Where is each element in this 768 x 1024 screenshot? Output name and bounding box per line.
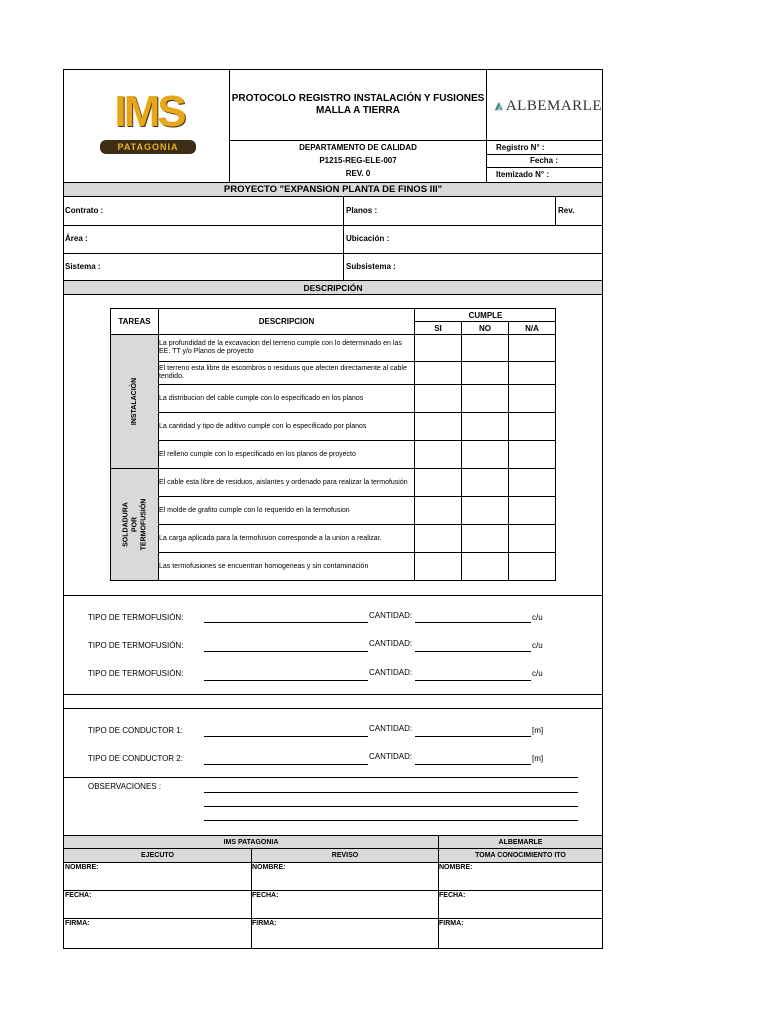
termofusion-cantidad-label-3: CANTIDAD: (369, 668, 413, 677)
ejecuto-nombre[interactable]: NOMBRE: (65, 864, 99, 871)
termofusion-cantidad-label-1: CANTIDAD: (369, 611, 413, 620)
termofusion-cantidad-label-2: CANTIDAD: (369, 639, 413, 648)
cumple-no-cell[interactable] (462, 335, 508, 361)
group-soldadura-label: SOLDADURA POR TERMOFUSIÓN (122, 498, 147, 551)
cumple-na-cell[interactable] (509, 335, 555, 361)
col-toma-conocimiento: TOMA CONOCIMIENTO ITO (475, 852, 566, 859)
conductor-1-input[interactable] (204, 736, 368, 737)
itemizado-field[interactable]: Itemizado N° : (496, 170, 549, 179)
termofusion-cantidad-input-1[interactable] (415, 622, 531, 623)
area-field[interactable]: Área : (65, 234, 88, 243)
task-row: El relleno cumple con lo especificado en los planos de proyecto (159, 451, 356, 458)
project-title: PROYECTO "EXPANSION PLANTA DE FINOS III" (64, 182, 602, 197)
task-row: La distribucion del cable cumple con lo especificado en los planos (159, 395, 364, 402)
termofusion-cantidad-input-3[interactable] (415, 680, 531, 681)
conductor-1-cantidad-input[interactable] (415, 736, 531, 737)
col-cumple: CUMPLE (468, 310, 503, 320)
conductor-2-unit: [m] (532, 754, 544, 763)
document-code: P1215-REG-ELE-007 (319, 155, 397, 165)
observaciones-label: OBSERVACIONES : (88, 782, 162, 791)
observaciones-line-1[interactable] (204, 792, 578, 793)
description-header: DESCRIPCIÓN (64, 281, 602, 295)
ito-firma[interactable]: FIRMA: (439, 920, 464, 927)
registro-field[interactable]: Registro N° : (496, 143, 545, 152)
albemarle-leaf-icon (494, 99, 504, 113)
albemarle-logo: ALBEMARLE (494, 96, 602, 116)
conductor-1-label: TIPO DE CONDUCTOR 1: (88, 726, 183, 735)
revision: REV. 0 (345, 168, 371, 178)
ito-nombre[interactable]: NOMBRE: (439, 864, 473, 871)
task-row: La cantidad y tipo de aditivo cumple con lo especificado por planos (159, 423, 367, 430)
reviso-fecha[interactable]: FECHA: (252, 892, 279, 899)
ejecuto-fecha[interactable]: FECHA: (65, 892, 92, 899)
termofusion-cantidad-input-2[interactable] (415, 651, 531, 652)
task-row: Las termofusiones se encuentran homogeneas y sin contaminación (159, 563, 369, 570)
observaciones-line-3[interactable] (204, 820, 578, 821)
termofusion-input-1[interactable] (204, 622, 368, 623)
form-title: PROTOCOLO REGISTRO INSTALACIÓN Y FUSIONES MALLA A TIERRA (231, 93, 485, 116)
ejecuto-firma[interactable]: FIRMA: (65, 920, 90, 927)
company-albemarle: ALBEMARLE (498, 838, 543, 846)
termofusion-label-3: TIPO DE TERMOFUSIÓN: (88, 669, 184, 678)
col-ejecuto: EJECUTO (141, 852, 174, 859)
termofusion-unit-1: c/u (532, 613, 543, 622)
col-descripcion: DESCRIPCION (258, 317, 315, 326)
task-row: La profundidad de la excavacion del terreno cumple con lo determinado en las EE. TT y/o Planos de proyecto (159, 340, 402, 355)
task-row: El terreno esta libre de escombros o residuos que afecten directamente al cable tendido. (159, 365, 407, 380)
col-reviso: REVISO (331, 852, 359, 859)
termofusion-input-2[interactable] (204, 651, 368, 652)
col-tareas: TAREAS (118, 317, 151, 326)
task-row: El molde de grafito cumple con lo requerido en la termofusion (159, 507, 350, 514)
rev-field[interactable]: Rev. (558, 206, 575, 215)
reviso-nombre[interactable]: NOMBRE: (252, 864, 286, 871)
conductor-2-input[interactable] (204, 764, 368, 765)
sistema-field[interactable]: Sistema : (65, 262, 101, 271)
termofusion-input-3[interactable] (204, 680, 368, 681)
col-no: NO (479, 323, 491, 333)
company-ims: IMS PATAGONIA (223, 838, 279, 846)
conductor-2-cantidad-input[interactable] (415, 764, 531, 765)
cumple-si-cell[interactable] (415, 335, 461, 361)
group-instalacion-label: INSTALACIÓN (131, 377, 138, 426)
termofusion-unit-2: c/u (532, 641, 543, 650)
conductor-1-cantidad-label: CANTIDAD: (369, 724, 413, 733)
reviso-firma[interactable]: FIRMA: (252, 920, 277, 927)
observaciones-line-2[interactable] (204, 806, 578, 807)
subsistema-field[interactable]: Subsistema : (346, 262, 396, 271)
task-row: La carga aplicada para la termofusion corresponde a la union a realizar. (159, 535, 382, 542)
col-si: SI (434, 323, 442, 333)
conductor-2-label: TIPO DE CONDUCTOR 2: (88, 754, 183, 763)
task-row: El cable esta libre de residuos, aislantes y ordenado para realizar la termofusión (159, 479, 408, 486)
termofusion-unit-3: c/u (532, 669, 543, 678)
termofusion-label-1: TIPO DE TERMOFUSIÓN: (88, 613, 184, 622)
termofusion-label-2: TIPO DE TERMOFUSIÓN: (88, 641, 184, 650)
ito-fecha[interactable]: FECHA: (439, 892, 466, 899)
department: DEPARTAMENTO DE CALIDAD (299, 142, 417, 152)
conductor-1-unit: [m] (532, 726, 544, 735)
fecha-field[interactable]: Fecha : (529, 156, 558, 165)
col-na: N/A (525, 323, 539, 333)
planos-field[interactable]: Planos : (346, 206, 378, 215)
contrato-field[interactable]: Contrato : (65, 206, 104, 215)
ims-logo: IMS PATAGONIA (96, 88, 202, 158)
ubicacion-field[interactable]: Ubicación : (346, 234, 390, 243)
conductor-2-cantidad-label: CANTIDAD: (369, 752, 413, 761)
